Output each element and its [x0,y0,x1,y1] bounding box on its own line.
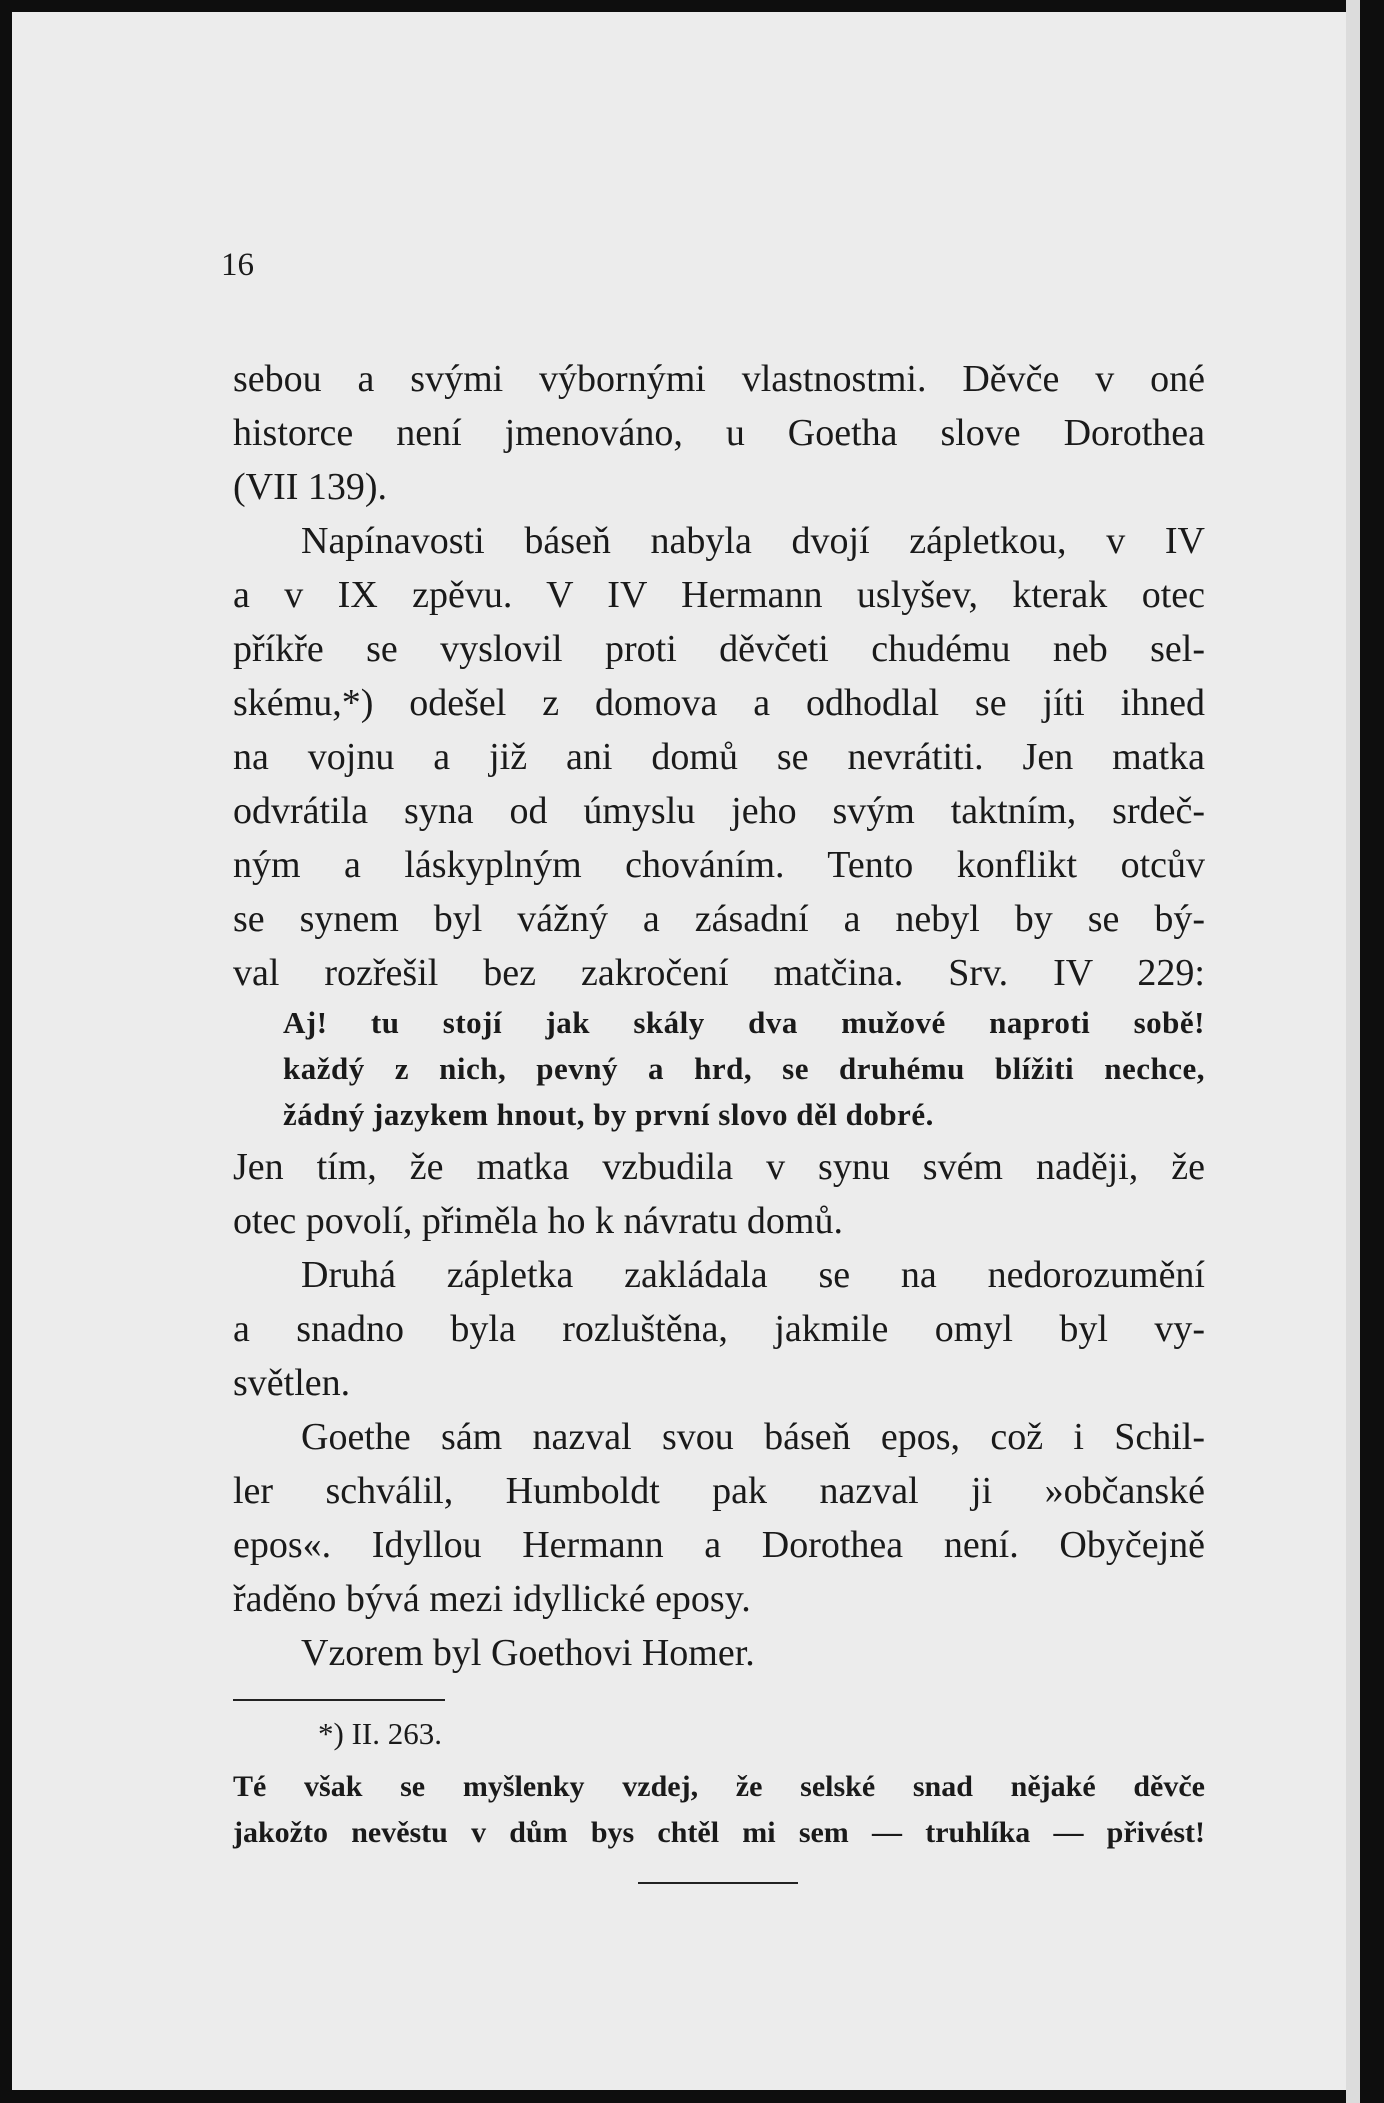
text-line: a snadno byla rozluštěna, jakmile omyl byl vy- [233,1308,1205,1350]
text-line: val rozřešil bez zakročení matčina. Srv. IV 229: [233,952,1205,994]
text-line: Goethe sám nazval svou báseň epos, což i Schil- [301,1416,1205,1458]
text-line: řaděno bývá mezi idyllické eposy. [233,1578,751,1620]
text-line: na vojnu a již ani domů se nevrátiti. Jen matka [233,736,1205,778]
verse-line: každý z nich, pevný a hrd, se druhému blížiti nechce, [283,1051,1205,1086]
text-line: (VII 139). [233,466,388,508]
text-line: epos«. Idyllou Hermann a Dorothea není. Obyčejně [233,1524,1205,1566]
footnote-line: jakožto nevěstu v dům bys chtěl mi sem — truhlíka — přivést! [233,1816,1205,1849]
end-rule [638,1882,798,1884]
text-line: se synem byl vážný a zásadní a nebyl by se bý- [233,898,1205,940]
text-line: ným a láskyplným chováním. Tento konflikt otcův [233,844,1205,886]
book-page [12,12,1346,2090]
text-line: příkře se vyslovil proti děvčeti chudému neb sel- [233,628,1205,670]
text-line: otec povolí, přiměla ho k návratu domů. [233,1200,843,1242]
footnote-separator [233,1699,445,1701]
text-line: odvrátila syna od úmyslu jeho svým taktním, srdeč- [233,790,1205,832]
verse-line: žádný jazykem hnout, by první slovo děl dobré. [283,1097,934,1132]
scan-edge [1346,0,1384,2103]
text-line: světlen. [233,1362,351,1404]
text-line: skému,*) odešel z domova a odhodlal se jíti ihned [233,682,1205,724]
text-line: Napínavosti báseň nabyla dvojí zápletkou, v IV [301,520,1205,562]
text-line: ler schválil, Humboldt pak nazval ji »občanské [233,1470,1205,1512]
text-line: Vzorem byl Goethovi Homer. [301,1632,755,1674]
text-line: sebou a svými výbornými vlastnostmi. Děvče v oné [233,358,1205,400]
text-line: a v IX zpěvu. V IV Hermann uslyšev, kterak otec [233,574,1205,616]
text-line: Druhá zápletka zakládala se na nedorozumění [301,1254,1205,1296]
footnote-reference: *) II. 263. [318,1716,442,1751]
footnote-line: Té však se myšlenky vzdej, že selské snad nějaké děvče [233,1770,1205,1803]
verse-line: Aj! tu stojí jak skály dva mužové naproti sobě! [283,1005,1205,1040]
text-line: Jen tím, že matka vzbudila v synu svém naději, že [233,1146,1205,1188]
page-number: 16 [221,247,254,283]
text-line: historce není jmenováno, u Goetha slove Dorothea [233,412,1205,454]
